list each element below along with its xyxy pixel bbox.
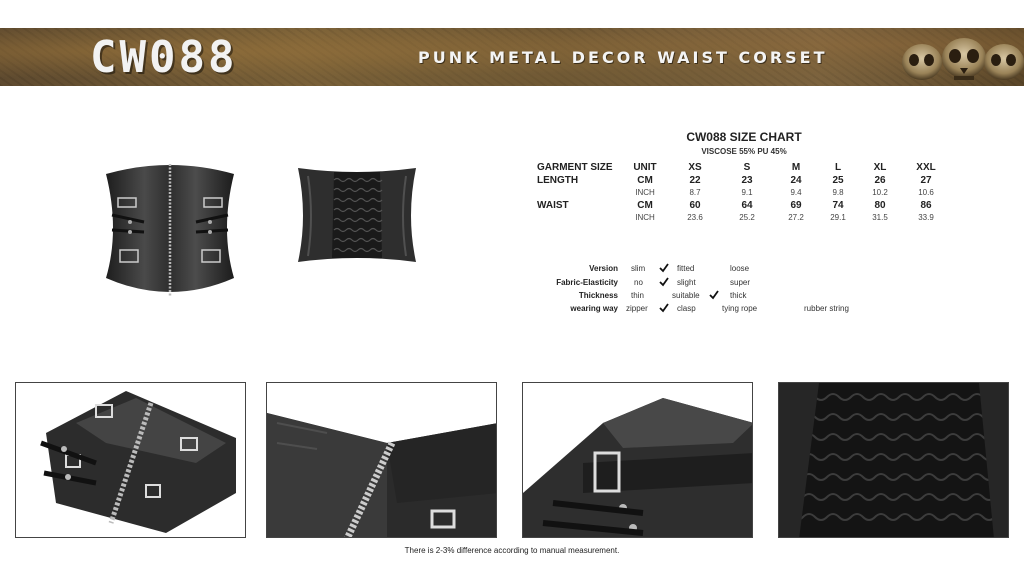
length-cm-value: 22 — [689, 175, 701, 186]
skulls-icon — [894, 28, 1024, 86]
detail-photo-side — [15, 382, 246, 538]
product-code: CW088 — [90, 32, 238, 83]
length-cm-value: 24 — [790, 175, 802, 186]
waist-cm-value: 80 — [874, 200, 886, 211]
waist-inch-value: 31.5 — [872, 213, 888, 222]
waist-inch-value: 25.2 — [739, 213, 755, 222]
attr-option: suitable — [672, 291, 700, 300]
attr-option: slight — [677, 278, 696, 287]
attr-option: slim — [631, 264, 646, 273]
waist-cm-value: 64 — [741, 200, 753, 211]
detail-photo-elastic — [778, 382, 1009, 538]
product-title: PUNK METAL DECOR WAIST CORSET — [418, 48, 828, 67]
header-unit: UNIT — [633, 162, 657, 173]
waist-inch-value: 29.1 — [830, 213, 846, 222]
size-header: L — [834, 162, 842, 173]
waist-cm-value: 74 — [832, 200, 844, 211]
attr-option: thin — [631, 291, 644, 300]
waist-inch-value: 23.6 — [687, 213, 703, 222]
row-label-waist: WAIST — [537, 200, 569, 211]
detail-photo-zipper — [266, 382, 497, 538]
unit-cm: CM — [637, 175, 653, 186]
length-inch-value: 10.2 — [872, 188, 888, 197]
waist-cm-value: 60 — [689, 200, 701, 211]
size-header: XXL — [916, 162, 936, 173]
attr-option: rubber string — [804, 304, 849, 313]
attr-option: thick — [730, 291, 747, 300]
attr-label-thickness: Thickness — [578, 291, 618, 300]
attr-option: clasp — [677, 304, 696, 313]
check-icon — [709, 290, 719, 300]
attr-label-version: Version — [589, 264, 618, 273]
attr-option: no — [634, 278, 643, 287]
size-header: M — [791, 162, 801, 173]
corset-front-image — [100, 160, 240, 300]
waist-inch-value: 33.9 — [918, 213, 934, 222]
length-cm-value: 26 — [874, 175, 886, 186]
detail-photo-buckle — [522, 382, 753, 538]
size-header: XL — [873, 162, 887, 173]
unit-inch: INCH — [635, 188, 655, 197]
length-inch-value: 10.6 — [918, 188, 934, 197]
length-cm-value: 27 — [920, 175, 932, 186]
header-garment-size: GARMENT SIZE — [537, 162, 613, 173]
check-icon — [659, 277, 669, 287]
header-banner — [0, 28, 1024, 86]
length-inch-value: 8.7 — [689, 188, 701, 197]
waist-cm-value: 69 — [790, 200, 802, 211]
length-cm-value: 23 — [741, 175, 753, 186]
check-icon — [659, 303, 669, 313]
attr-option: super — [730, 278, 751, 287]
attr-option: loose — [730, 264, 750, 273]
length-inch-value: 9.1 — [741, 188, 753, 197]
waist-cm-value: 86 — [920, 200, 932, 211]
length-cm-value: 25 — [832, 175, 844, 186]
corset-back-image — [294, 166, 420, 266]
attr-label-wearing-way: wearing way — [570, 304, 618, 313]
unit-cm: CM — [637, 200, 653, 211]
attr-option: fitted — [677, 264, 695, 273]
length-inch-value: 9.4 — [790, 188, 802, 197]
size-chart-title: CW088 SIZE CHART — [686, 130, 802, 144]
row-label-length: LENGTH — [537, 175, 579, 186]
length-inch-value: 9.8 — [832, 188, 844, 197]
material-composition: VISCOSE 55% PU 45% — [701, 147, 787, 156]
size-header: XS — [688, 162, 702, 173]
size-header: S — [743, 162, 751, 173]
check-icon — [659, 263, 669, 273]
attr-option: zipper — [626, 304, 648, 313]
unit-inch: INCH — [635, 213, 655, 222]
measurement-note: There is 2-3% difference according to manual measurement. — [404, 546, 620, 555]
waist-inch-value: 27.2 — [788, 213, 804, 222]
attr-label-fabric-elasticity: Fabric-Elasticity — [556, 278, 618, 287]
attr-option: tying rope — [722, 304, 758, 313]
